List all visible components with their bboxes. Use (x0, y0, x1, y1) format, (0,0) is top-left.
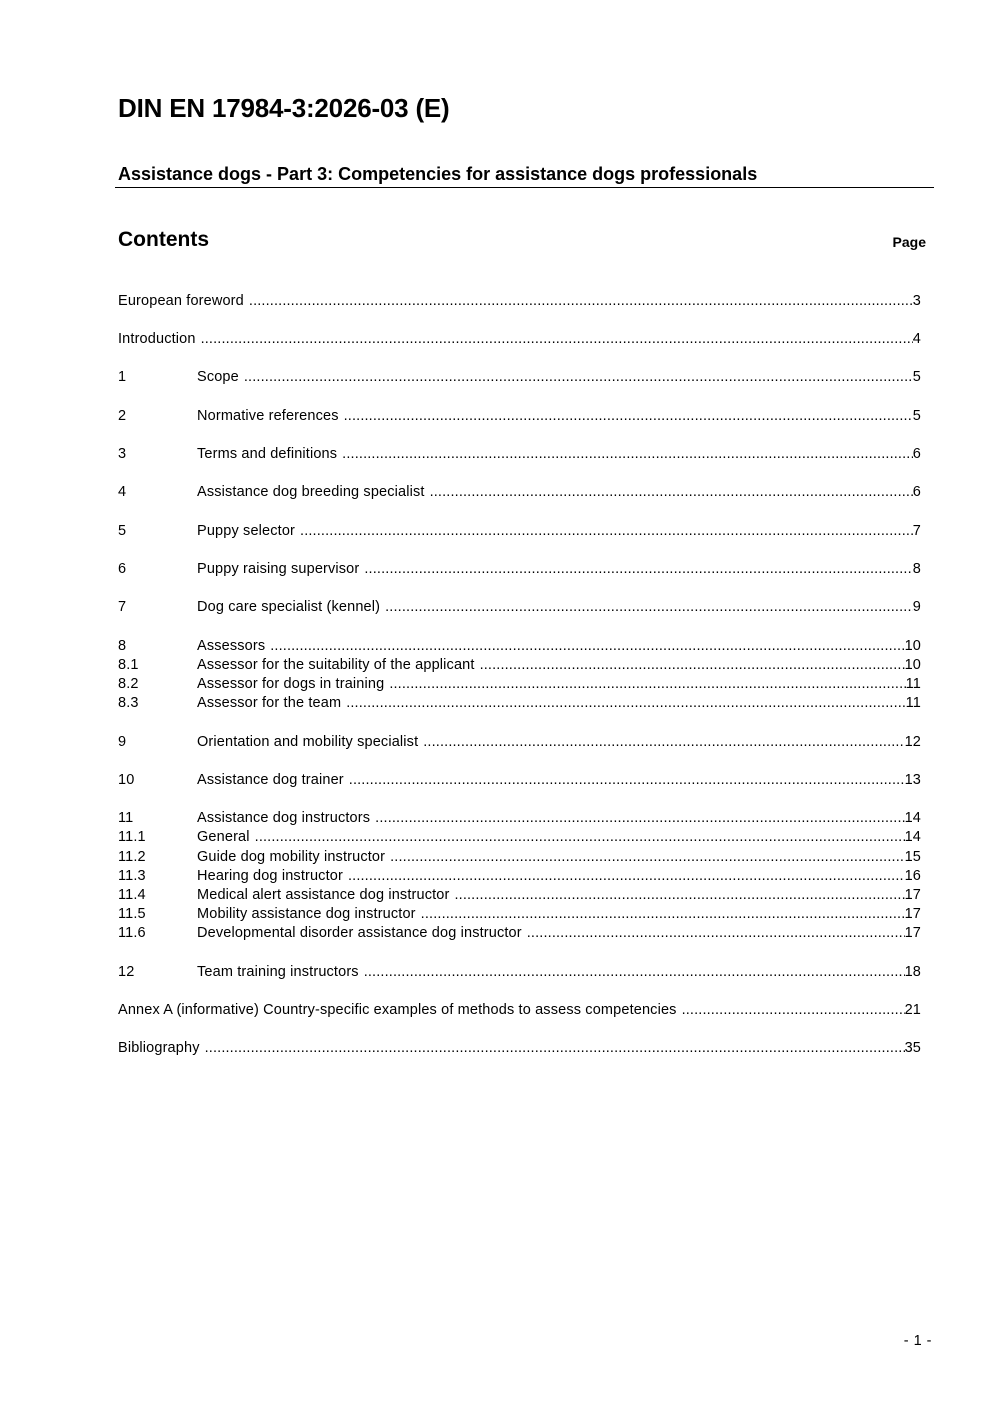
toc-entry[interactable] (118, 675, 921, 694)
toc-number: 1 (118, 369, 127, 385)
toc-title: General (197, 829, 250, 845)
toc-number: 9 (118, 734, 127, 750)
toc-leader-dots (425, 483, 913, 502)
toc-number: 10 (118, 772, 135, 788)
toc-title: Team training instructors (197, 964, 359, 980)
toc-title: Normative references (197, 408, 339, 424)
contents-heading: Contents (118, 228, 209, 251)
toc-leader-dots (339, 407, 913, 426)
toc-leader-dots (522, 924, 905, 943)
toc-page: 14 (904, 829, 921, 845)
toc-page: 21 (904, 1002, 921, 1018)
toc-leader-dots (475, 656, 905, 675)
toc-title: Orientation and mobility specialist (197, 734, 419, 750)
toc-number: 8 (118, 638, 127, 654)
toc-leader-dots (343, 867, 905, 886)
toc-number: 2 (118, 408, 127, 424)
toc-entry[interactable] (118, 905, 921, 924)
toc-entry[interactable] (118, 330, 921, 349)
toc-leader-dots (239, 368, 913, 387)
toc-entry[interactable] (118, 963, 921, 982)
toc-page: 17 (904, 887, 921, 903)
toc-page: 18 (904, 964, 921, 980)
toc-number: 12 (118, 964, 135, 980)
toc-leader-dots (359, 560, 912, 579)
toc-title: Scope (197, 369, 239, 385)
toc-title: Assistance dog instructors (197, 810, 371, 826)
toc-leader-dots (344, 771, 905, 790)
toc-title: Annex A (informative) Country-specific examples of methods to assess competencies (118, 1002, 677, 1018)
toc-page: 11 (905, 676, 921, 692)
toc-number: 5 (118, 523, 127, 539)
toc-number: 11.1 (118, 829, 146, 845)
toc-page: 7 (912, 523, 921, 539)
toc-leader-dots (250, 828, 905, 847)
toc-number: 4 (118, 484, 127, 500)
toc-title: Introduction (118, 331, 196, 347)
toc-page: 35 (904, 1040, 921, 1056)
toc-page: 13 (904, 772, 921, 788)
toc-leader-dots (370, 809, 904, 828)
toc-page: 10 (904, 638, 921, 654)
toc-entry[interactable] (118, 522, 921, 541)
toc-number: 11.3 (118, 868, 146, 884)
toc-title: Mobility assistance dog instructor (197, 906, 416, 922)
document-subtitle: Assistance dogs - Part 3: Competencies for assistance dogs professionals (118, 164, 758, 184)
toc-entry[interactable] (118, 886, 921, 905)
toc-entry[interactable] (118, 445, 921, 464)
toc-title: Terms and definitions (197, 446, 338, 462)
toc-number: 6 (118, 561, 127, 577)
toc-title: Puppy raising supervisor (197, 561, 360, 577)
toc-leader-dots (418, 733, 904, 752)
toc-leader-dots (295, 522, 913, 541)
page-column-label: Page (892, 234, 926, 250)
toc-number: 8.2 (118, 676, 139, 692)
toc-entry[interactable] (118, 848, 921, 867)
toc-leader-dots (244, 292, 913, 311)
toc-entry[interactable] (118, 771, 921, 790)
toc-page: 11 (905, 695, 921, 711)
toc-page: 5 (912, 369, 921, 385)
toc-entry[interactable] (118, 867, 921, 886)
page-number: - 1 - (903, 1333, 932, 1349)
toc-title: Assessor for dogs in training (197, 676, 385, 692)
toc-leader-dots (416, 905, 905, 924)
toc-number: 3 (118, 446, 127, 462)
toc-leader-dots (384, 675, 905, 694)
toc-title: Assessor for the suitability of the applicant (197, 657, 475, 673)
toc-page: 10 (904, 657, 921, 673)
toc-title: Medical alert assistance dog instructor (197, 887, 450, 903)
toc-number: 11.4 (118, 887, 146, 903)
toc-leader-dots (196, 330, 913, 349)
toc-leader-dots (380, 598, 913, 617)
toc-number: 11.6 (118, 925, 146, 941)
toc-page: 3 (912, 293, 921, 309)
toc-leader-dots (200, 1039, 905, 1058)
toc-page: 5 (912, 408, 921, 424)
toc-title: Assistance dog breeding specialist (197, 484, 425, 500)
document-id: DIN EN 17984-3:2026-03 (E) (118, 93, 450, 123)
toc-number: 11 (118, 810, 134, 826)
toc-title: Bibliography (118, 1040, 200, 1056)
toc-leader-dots (677, 1001, 905, 1020)
toc-page: 12 (904, 734, 921, 750)
toc-number: 11.2 (118, 849, 146, 865)
toc-entry[interactable] (118, 828, 921, 847)
toc-title: European foreword (118, 293, 244, 309)
toc-number: 8.3 (118, 695, 139, 711)
toc-page: 9 (912, 599, 921, 615)
toc-number: 11.5 (118, 906, 146, 922)
toc-leader-dots (265, 637, 904, 656)
toc-entry[interactable] (118, 407, 921, 426)
toc-entry[interactable] (118, 924, 921, 943)
toc-page: 6 (912, 484, 921, 500)
toc-title: Dog care specialist (kennel) (197, 599, 381, 615)
toc-leader-dots (385, 848, 904, 867)
toc-title: Hearing dog instructor (197, 868, 343, 884)
toc-entry[interactable] (118, 1001, 921, 1020)
toc-entry[interactable] (118, 598, 921, 617)
toc-entry[interactable] (118, 733, 921, 752)
toc-entry[interactable] (118, 1039, 921, 1058)
toc-page: 6 (912, 446, 921, 462)
toc-entry[interactable] (118, 368, 921, 387)
title-rule (115, 187, 934, 188)
toc-page: 4 (912, 331, 921, 347)
toc-entry[interactable] (118, 694, 921, 713)
toc-page: 16 (904, 868, 921, 884)
toc-page: 14 (904, 810, 921, 826)
toc-number: 7 (118, 599, 127, 615)
toc-entry[interactable] (118, 292, 921, 311)
toc-page: 17 (904, 925, 921, 941)
toc-title: Puppy selector (197, 523, 296, 539)
toc-page: 17 (904, 906, 921, 922)
toc-title: Assessors (197, 638, 266, 654)
toc-title: Assessor for the team (197, 695, 342, 711)
toc-title: Assistance dog trainer (197, 772, 344, 788)
toc-title: Guide dog mobility instructor (197, 849, 386, 865)
toc-number: 8.1 (118, 657, 139, 673)
toc-entry[interactable] (118, 560, 921, 579)
toc-page: 8 (912, 561, 921, 577)
toc-leader-dots (449, 886, 904, 905)
toc-entry[interactable] (118, 637, 921, 656)
toc-leader-dots (359, 963, 905, 982)
toc-page: 15 (904, 849, 921, 865)
toc-entry[interactable] (118, 809, 921, 828)
toc-leader-dots (337, 445, 913, 464)
toc-entry[interactable] (118, 656, 921, 675)
toc-title: Developmental disorder assistance dog instructor (197, 925, 522, 941)
toc-leader-dots (341, 694, 905, 713)
toc-entry[interactable] (118, 483, 921, 502)
